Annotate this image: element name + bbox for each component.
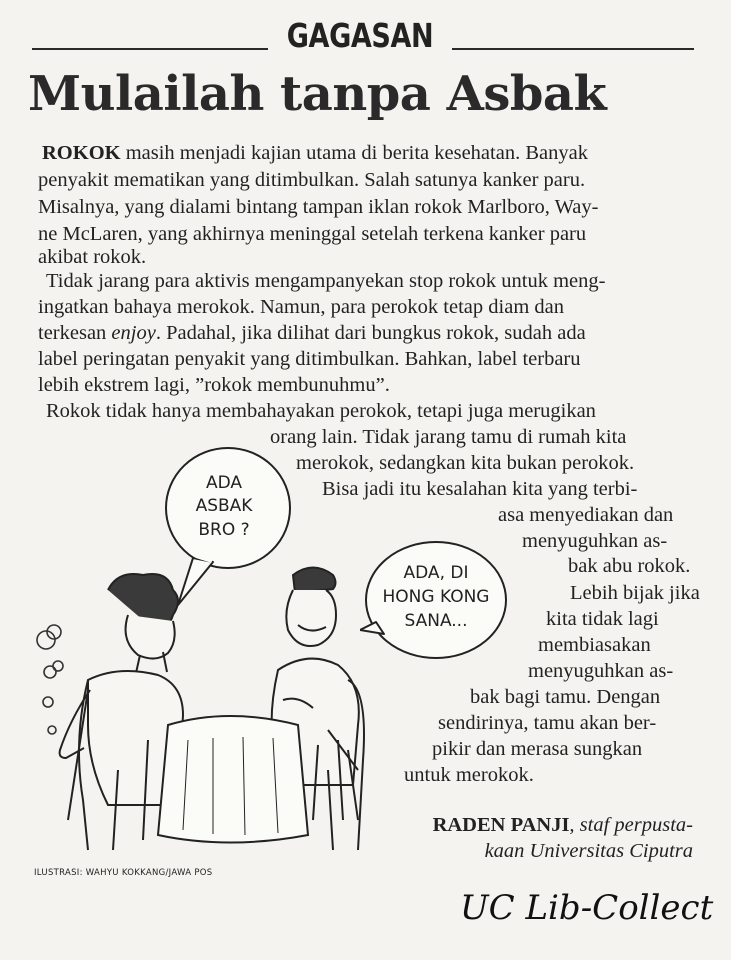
body-line [42,140,588,167]
body-line: Misalnya, yang dialami bintang tampan iklan rokok Marlboro, Way- [38,196,599,218]
body-line: ingatkan bahaya merokok. Namun, para perokok tetap diam dan [38,296,564,318]
author-role: , staf perpusta- [569,814,693,836]
body-line: asa menyediakan dan [498,504,674,526]
watermark: UC Lib-Collect [460,888,714,928]
body-line: menyuguhkan as- [528,660,674,682]
rubric-right-rule [452,48,694,50]
bubble-right-line: ADA, DI [403,563,469,583]
body-line: Lebih bijak jika [570,582,700,604]
bubble-right-line: HONG KONG [382,587,490,607]
body-line: Tidak jarang para aktivis mengampanyekan stop rokok untuk meng- [46,270,606,292]
rubric-label: GAGASAN [286,16,434,55]
bubble-right-line: SANA... [404,611,468,631]
body-line: orang lain. Tidak jarang tamu di rumah kita [270,426,627,448]
body-line: kita tidak lagi [546,608,659,630]
byline-continued [485,840,693,863]
body-line: Bisa jadi itu kesalahan kita yang terbi- [322,478,638,500]
line-text: . Padahal, jika dilihat dari bungkus rokok, sudah ada [155,322,586,344]
byline [433,814,693,837]
speech-bubble-right-overlay [360,530,510,670]
headline: Mulailah tanpa Asbak [28,66,607,122]
body-line: pikir dan merasa sungkan [432,738,643,760]
body-line: sendirinya, tamu akan ber- [438,712,657,734]
body-line: ne McLaren, yang akhirnya meninggal setelah terkena kanker paru [38,223,587,245]
section-rubric [0,14,731,54]
body-line: penyakit mematikan yang ditimbulkan. Salah satunya kanker paru. [38,169,586,191]
rubric-left-rule [32,48,268,50]
body-line: bak abu rokok. [568,555,691,577]
author-role-continued: kaan Universitas Ciputra [484,840,693,862]
speech-bubble-left [166,448,290,605]
smoke-puffs [37,625,63,734]
body-line: merokok, sedangkan kita bukan perokok. [296,452,635,474]
line-text: masih menjadi kajian utama di berita kesehatan. Banyak [120,142,588,164]
cartoon-illustration [28,440,378,860]
author-name: RADEN PANJI [432,814,570,836]
line-text: terkesan [38,322,112,344]
body-line: untuk merokok. [404,764,534,786]
lead-word: ROKOK [42,142,121,164]
bubble-left-line: ADA [205,473,243,493]
body-line: label peringatan penyakit yang ditimbulkan. Bahkan, label terbaru [38,348,581,370]
body-line [38,320,586,347]
bubble-left-line: BRO ? [198,520,250,540]
body-line: akibat rokok. [38,246,147,268]
body-line: membiasakan [538,634,651,656]
illustration-credit: ILUSTRASI: WAHYU KOKKANG/JAWA POS [34,868,213,878]
bubble-left-line: ASBAK [195,496,253,516]
table [158,716,308,843]
body-line: menyuguhkan as- [522,530,668,552]
emphasis-word: enjoy [111,322,156,344]
body-line: bak bagi tamu. Dengan [470,686,661,708]
body-line: lebih ekstrem lagi, ”rokok membunuhmu”. [38,374,390,396]
body-line: Rokok tidak hanya membahayakan perokok, tetapi juga merugikan [46,400,596,422]
